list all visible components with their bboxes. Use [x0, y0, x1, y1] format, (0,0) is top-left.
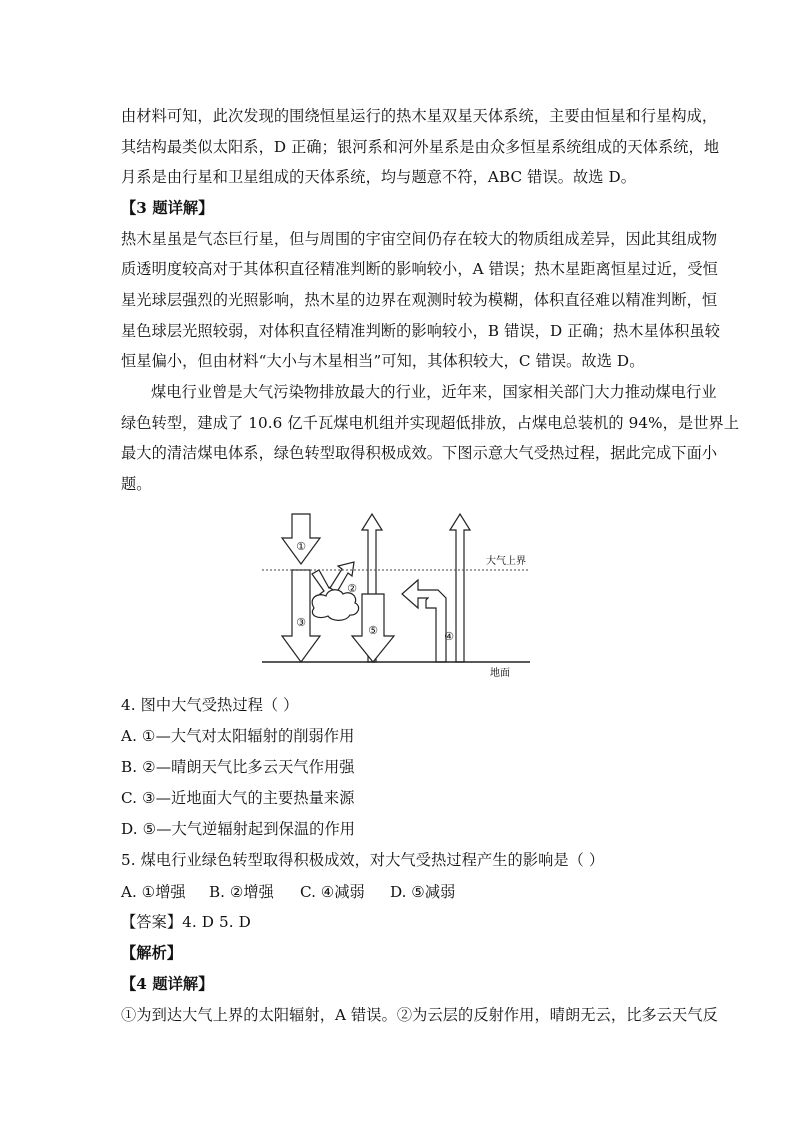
question-4-option-a: A. ①—大气对太阳辐射的削弱作用 [121, 727, 355, 745]
question-5-option-b: B. ②增强 [209, 883, 274, 901]
question-5-option-a: A. ①增强 [121, 883, 186, 901]
marker-3: ③ [296, 616, 306, 629]
answer-line: 【答案】4. D 5. D [121, 913, 251, 931]
paragraph-line: 星光球层强烈的光照影响，热木星的边界在观测时较为模糊，体积直径难以精准判断，恒 [121, 291, 718, 309]
paragraph-line: 质透明度较高对于其体积直径精准判断的影响较小，A 错误；热木星距离恒星过近，受恒 [121, 260, 718, 278]
marker-5: ⑤ [368, 624, 378, 637]
question-4-stem: 4. 图中大气受热过程（ ） [121, 696, 299, 714]
label-atmosphere-top: 大气上界 [486, 556, 526, 567]
atmosphere-heating-diagram [260, 512, 536, 682]
paragraph-line: 热木星虽是气态巨行星，但与周围的宇宙空间仍存在较大的物质组成差异，因此其组成物 [121, 230, 718, 248]
arrow-4 [402, 580, 446, 662]
question-4-option-b: B. ②—晴朗天气比多云天气作用强 [121, 758, 355, 776]
paragraph-line: 恒星偏小，但由材料“大小与木星相当”可知，其体积较大，C 错误。故选 D。 [121, 352, 645, 370]
paragraph-line: 月系是由行星和卫星组成的天体系统，均与题意不符，ABC 错误。故选 D。 [121, 168, 637, 186]
section-heading-3: 【3 题详解】 [121, 199, 214, 217]
question-5-options [121, 881, 681, 901]
paragraph-line: 煤电行业曾是大气污染物排放最大的行业，近年来，国家相关部门大力推动煤电行业 [151, 383, 717, 401]
question-4-option-c: C. ③—近地面大气的主要热量来源 [121, 789, 355, 807]
question-5-option-c: C. ④减弱 [300, 883, 365, 901]
paragraph-line: 题。 [121, 475, 152, 493]
paragraph-line: 由材料可知，此次发现的围绕恒星运行的热木星双星天体系统，主要由恒星和行星构成， [121, 107, 718, 125]
paragraph-line: 最大的清洁煤电体系，绿色转型取得积极成效。下图示意大气受热过程，据此完成下面小 [121, 444, 718, 462]
question-4-option-d: D. ⑤—大气逆辐射起到保温的作用 [121, 820, 356, 838]
paragraph-line: 星色球层光照较弱，对体积直径精准判断的影响较小，B 错误，D 正确；热木星体积虽较 [121, 322, 721, 340]
paragraph-line: 其结构最类似太阳系，D 正确；银河系和河外星系是由众多恒星系统组成的天体系统，地 [121, 138, 720, 156]
question-5-stem: 5. 煤电行业绿色转型取得积极成效，对大气受热过程产生的影响是（ ） [121, 851, 605, 869]
marker-2: ② [347, 582, 357, 595]
arrow-1 [282, 514, 320, 564]
label-ground: 地面 [490, 668, 510, 679]
marker-1: ① [296, 540, 306, 553]
paragraph-line: 绿色转型，建成了 10.6 亿千瓦煤电机组并实现超低排放，占煤电总装机的 94%，是世界上 [121, 414, 740, 432]
marker-4: ④ [444, 630, 454, 643]
paragraph-line: ①为到达大气上界的太阳辐射，A 错误。②为云层的反射作用，晴朗无云，比多云天气反 [121, 1006, 718, 1024]
section-heading-4: 【4 题详解】 [121, 975, 214, 993]
analysis-heading: 【解析】 [121, 944, 183, 962]
question-5-option-d: D. ⑤减弱 [390, 883, 456, 901]
